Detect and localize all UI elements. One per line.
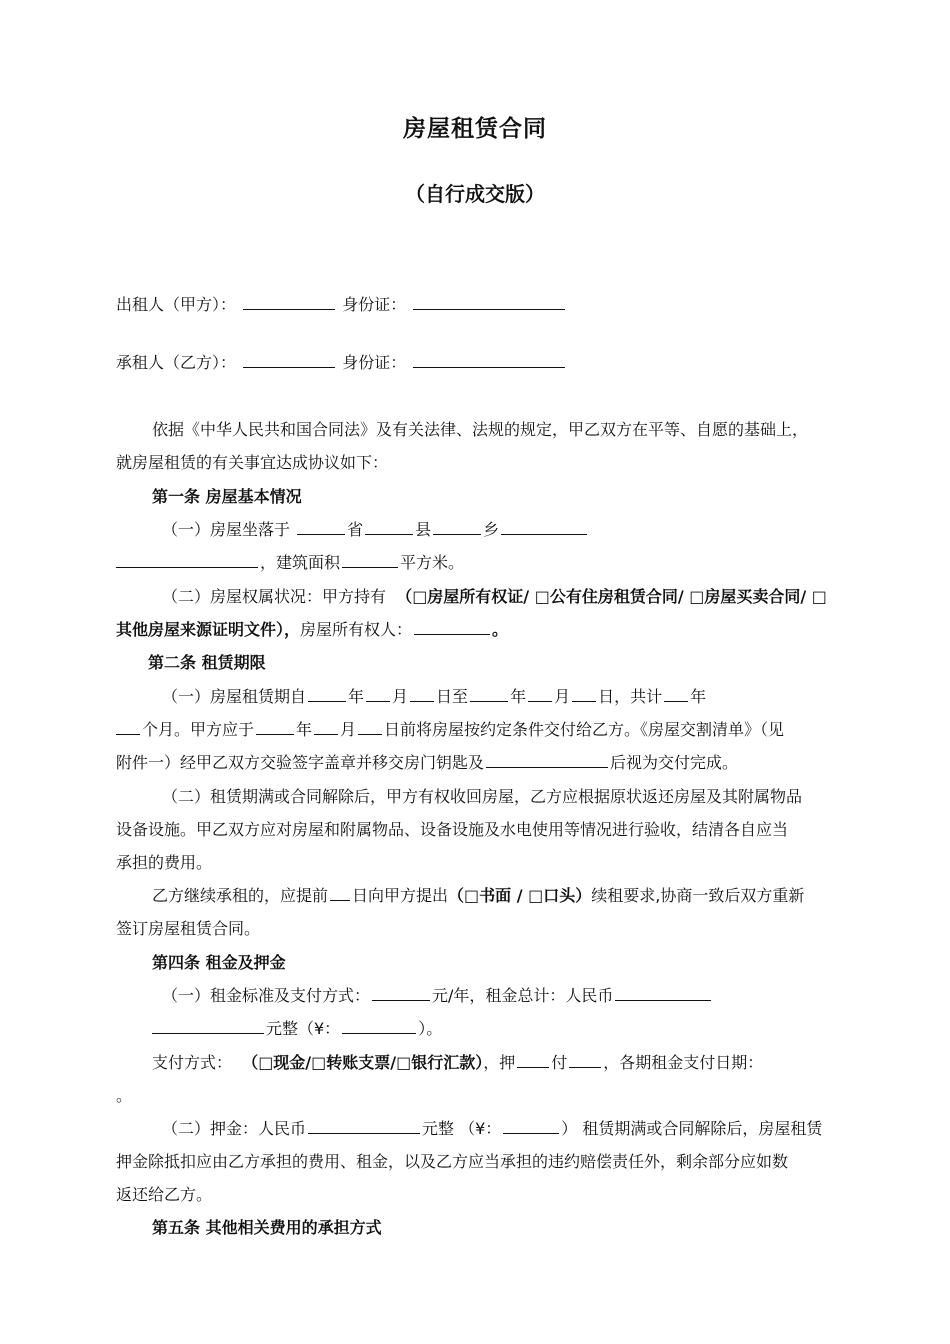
art1-ownership-line bbox=[162, 586, 827, 608]
year-label: 年 bbox=[296, 720, 313, 739]
article-1-heading: 第一条 房屋基本情况 bbox=[152, 487, 302, 506]
lessee-id-label: 身份证： bbox=[342, 353, 407, 372]
art2-term-line-3 bbox=[116, 752, 738, 774]
payment-date-label: ，各期租金支付日期： bbox=[603, 1053, 764, 1072]
renewal-text: 乙方继续承租的，应提前 bbox=[152, 886, 329, 905]
rent-total-label: 元/年，租金总计：人民币 bbox=[432, 986, 614, 1005]
lessee-line bbox=[116, 352, 567, 374]
province-blank[interactable] bbox=[297, 519, 345, 535]
address-blank[interactable] bbox=[501, 519, 587, 535]
art1-location-line bbox=[162, 519, 589, 541]
renewal-options[interactable]: （□书面 / □口头） bbox=[448, 886, 592, 905]
township-label: 乡 bbox=[483, 520, 500, 539]
delivery-text: 日前将房屋按约定条件交付给乙方。《房屋交割清单》（见 bbox=[384, 720, 785, 739]
month-label: 月 bbox=[340, 720, 357, 739]
deposit-months-label: ，押 bbox=[483, 1053, 516, 1072]
county-blank[interactable] bbox=[365, 519, 413, 535]
pay-months-blank[interactable] bbox=[569, 1052, 601, 1068]
lessor-line bbox=[116, 294, 567, 316]
ownership-options-cont[interactable]: 其他房屋来源证明文件）， bbox=[116, 620, 301, 639]
area-label: ，建筑面积 bbox=[260, 553, 341, 572]
document-subtitle: （自行成交版） bbox=[405, 182, 545, 206]
province-label: 省 bbox=[347, 520, 364, 539]
year-label: 年 bbox=[348, 687, 365, 706]
art2-p2-line-1: （二）租赁期满或合同解除后，甲方有权收回房屋，乙方应根据原状返还房屋及其附属物品 bbox=[162, 787, 803, 806]
delivery-day-blank[interactable] bbox=[358, 719, 382, 735]
county-label: 县 bbox=[415, 520, 432, 539]
end-month-blank[interactable] bbox=[528, 686, 552, 702]
article-2-heading: 第二条 租赁期限 bbox=[148, 653, 266, 672]
rent-amount-blank[interactable] bbox=[372, 985, 430, 1001]
lessor-label: 出租人（甲方）： bbox=[116, 295, 237, 314]
renewal-days-blank[interactable] bbox=[330, 885, 350, 901]
delivery-label: 个月。甲方应于 bbox=[142, 720, 255, 739]
year-label: 年 bbox=[690, 687, 707, 706]
art2-term-line-1 bbox=[162, 686, 706, 708]
term-label: （一）房屋租赁期自 bbox=[162, 687, 307, 706]
township-blank[interactable] bbox=[433, 519, 481, 535]
art4-rent-line-1 bbox=[162, 985, 713, 1007]
lessor-id-blank[interactable] bbox=[413, 294, 565, 310]
deposit-yen-blank[interactable] bbox=[503, 1118, 559, 1134]
rent-close: ）。 bbox=[418, 1019, 443, 1038]
rent-label: （一）租金标准及支付方式： bbox=[162, 986, 371, 1005]
rent-yuan-label: 元整（¥： bbox=[266, 1019, 341, 1038]
year-label: 年 bbox=[510, 687, 527, 706]
renewal-text-2: 日向甲方提出 bbox=[352, 886, 449, 905]
lessee-name-blank[interactable] bbox=[243, 352, 335, 368]
day-to-label: 日至 bbox=[436, 687, 469, 706]
handover-blank[interactable] bbox=[486, 752, 608, 768]
payment-options[interactable]: （□现金/□转账支票/□银行汇款） bbox=[242, 1053, 484, 1072]
art2-renewal-line-2: 签订房屋租赁合同。 bbox=[116, 919, 261, 938]
end-day-blank[interactable] bbox=[572, 686, 596, 702]
month-label: 月 bbox=[554, 687, 571, 706]
month-label: 月 bbox=[392, 687, 409, 706]
art2-p2-line-3: 承担的费用。 bbox=[116, 853, 213, 872]
handover-text-end: 后视为交付完成。 bbox=[610, 753, 739, 772]
delivery-month-blank[interactable] bbox=[314, 719, 338, 735]
intro-line-2: 就房屋租赁的有关事宜达成协议如下： bbox=[116, 453, 389, 472]
article-4-heading: 第四条 租金及押金 bbox=[152, 953, 286, 972]
rent-total-blank[interactable] bbox=[615, 985, 711, 1001]
deposit-months-blank[interactable] bbox=[517, 1052, 549, 1068]
art4-payment-line bbox=[152, 1052, 763, 1074]
start-month-blank[interactable] bbox=[366, 686, 390, 702]
deposit-text: ） 租赁期满或合同解除后，房屋租赁 bbox=[561, 1119, 823, 1138]
renewal-text-3: 续租要求,协商一致后双方重新 bbox=[591, 886, 805, 905]
owner-period: 。 bbox=[492, 620, 509, 639]
location-label: （一）房屋坐落于 bbox=[162, 520, 291, 539]
rent-yen-blank[interactable] bbox=[342, 1018, 416, 1034]
lessee-label: 承租人（乙方）： bbox=[116, 353, 237, 372]
art2-renewal-line bbox=[152, 885, 804, 907]
owner-label: 房屋所有权人： bbox=[300, 620, 413, 639]
end-year-blank[interactable] bbox=[470, 686, 508, 702]
art2-term-line-2 bbox=[116, 719, 784, 741]
start-day-blank[interactable] bbox=[410, 686, 434, 702]
day-label: 日 bbox=[598, 687, 615, 706]
total-years-blank[interactable] bbox=[664, 686, 688, 702]
intro-line-1: 依据《中华人民共和国合同法》及有关法律、法规的规定，甲乙双方在平等、自愿的基础上， bbox=[152, 420, 809, 439]
art4-deposit-line-1 bbox=[162, 1118, 822, 1140]
payment-label: 支付方式： bbox=[152, 1053, 233, 1072]
handover-text: 附件一）经甲乙双方交验签字盖章并移交房门钥匙及 bbox=[116, 753, 485, 772]
ownership-label: （二）房屋权属状况：甲方持有 bbox=[162, 587, 387, 606]
lessor-id-label: 身份证： bbox=[342, 295, 407, 314]
art4-deposit-line-3: 返还给乙方。 bbox=[116, 1185, 213, 1204]
owner-blank[interactable] bbox=[414, 619, 490, 635]
document-title: 房屋租赁合同 bbox=[403, 116, 547, 142]
lessee-id-blank[interactable] bbox=[413, 352, 565, 368]
total-label: ，共计 bbox=[614, 687, 663, 706]
art4-payment-line-2: 。 bbox=[116, 1086, 133, 1105]
pay-months-label: 付 bbox=[551, 1053, 568, 1072]
art4-rent-line-2 bbox=[152, 1018, 442, 1040]
art1-owner-line bbox=[116, 619, 508, 641]
ownership-options[interactable]: （□房屋所有权证/ □公有住房租赁合同/ □房屋买卖合同/ □ bbox=[396, 587, 827, 606]
deposit-yuan-label: 元整 （¥： bbox=[422, 1119, 502, 1138]
total-months-blank[interactable] bbox=[116, 719, 140, 735]
art4-deposit-line-2: 押金除抵扣应由乙方承担的费用、租金，以及乙方应当承担的违约赔偿责任外，剩余部分应如数 bbox=[116, 1152, 789, 1171]
delivery-year-blank[interactable] bbox=[256, 719, 294, 735]
deposit-label: （二）押金：人民币 bbox=[162, 1119, 307, 1138]
deposit-amount-blank[interactable] bbox=[308, 1118, 420, 1134]
art2-p2-line-2: 设备设施。甲乙双方应对房屋和附属物品、设备设施及水电使用等情况进行验收，结清各自应当 bbox=[116, 820, 789, 839]
art1-area-line bbox=[116, 552, 464, 574]
rent-total-cont-blank[interactable] bbox=[152, 1018, 264, 1034]
start-year-blank[interactable] bbox=[308, 686, 346, 702]
area-unit: 平方米。 bbox=[400, 553, 465, 572]
address-cont-blank[interactable] bbox=[116, 552, 258, 568]
lessor-name-blank[interactable] bbox=[243, 294, 335, 310]
article-5-heading: 第五条 其他相关费用的承担方式 bbox=[152, 1218, 382, 1237]
area-blank[interactable] bbox=[342, 552, 398, 568]
